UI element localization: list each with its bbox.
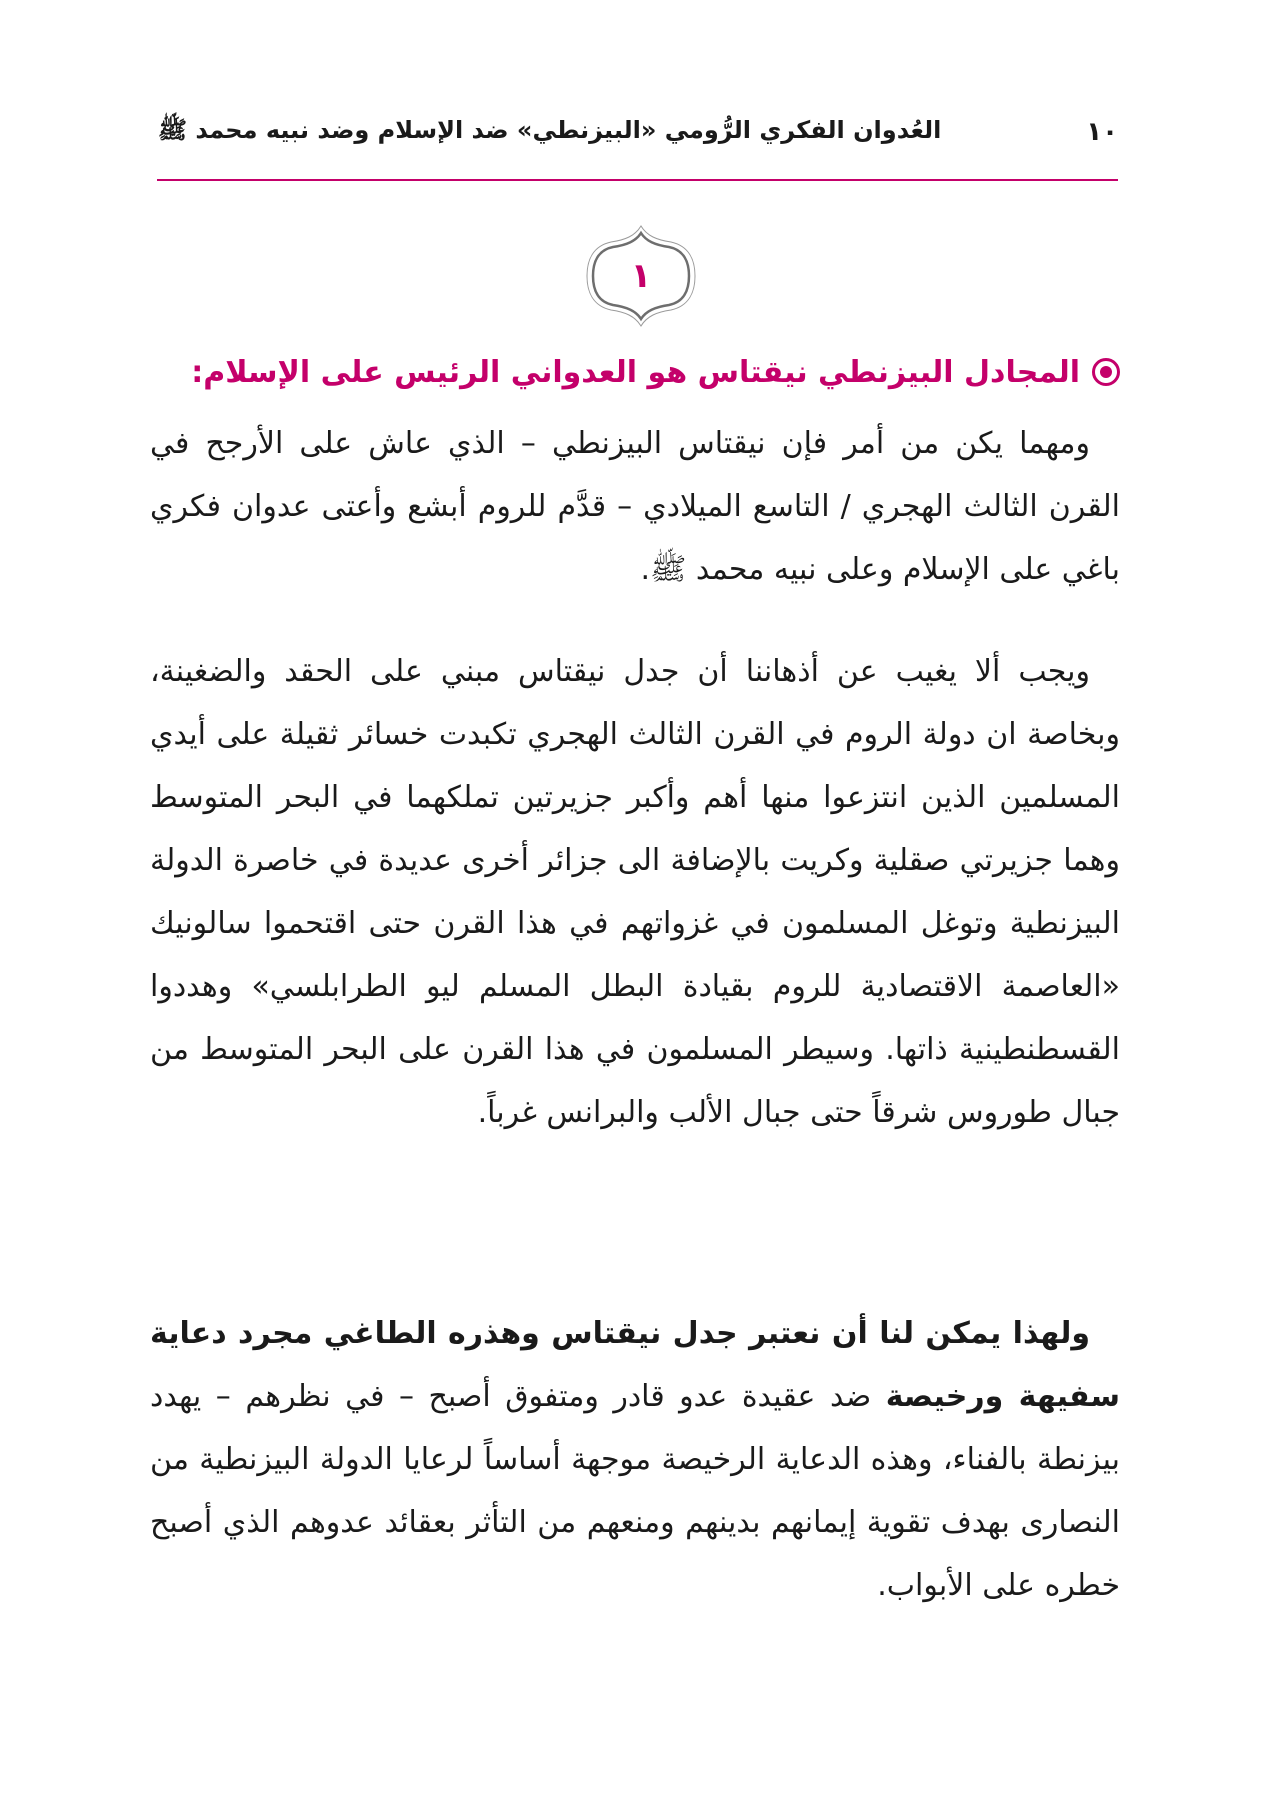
header-rule [157, 179, 1118, 181]
paragraph: ويجب ألا يغيب عن أذهاننا أن جدل نيقتاس مبني على الحقد والضغينة، وبخاصة ان دولة الروم في القرن الثالث الهجري تكبدت خسائر ثقيلة على أيدي المسلمين الذين انتزعوا منها أهم وأكبر جزيرتين تملكهما في البحر المتوسط وهما جزيرتي صقلية وكريت بالإضافة الى جزائر أخرى عديدة في خاصرة الدولة البيزنطية وتوغل المسلمون في غزواتهم في هذا القرن حتى اقتحموا سالونيك «العاصمة الاقتصادية للروم بقيادة البطل المسلم ليو الطرابلسي» وهددوا القسطنطينية ذاتها. وسيطر المسلمون في هذا القرن على البحر المتوسط من جبال طوروس شرقاً حتى جبال الألب والبرانس غرباً. [150, 654, 1120, 1130]
page-header [158, 112, 1118, 152]
paragraph-bold-lead: ولهذا يمكن لنا أن نعتبر جدل نيقتاس وهذره الطاغي مجرد دعاية سفيهة ورخيصة [150, 1316, 1121, 1414]
paragraph [150, 1302, 1120, 1617]
running-title: العُدوان الفكري الرُّومي «البيزنطي» ضد الإسلام وضد نبيه محمد ﷺ [158, 115, 942, 144]
section-number-ornament [585, 220, 697, 332]
page-number: ١٠ [1086, 117, 1118, 147]
target-bullet-icon [1092, 358, 1120, 386]
paragraph-text: ضد عقيدة عدو قادر ومتفوق أصبح – في نظرهم – يهدد بيزنطة بالفناء، وهذه الدعاية الرخيصة موجهة أساساً لرعايا الدولة البيزنطية من النصارى بهدف تقوية إيمانهم بدينهم ومنعهم من التأثر بعقائد عدوهم الذي أصبح خطره على الأبواب. [150, 1379, 1120, 1603]
section-number: ١ [630, 256, 652, 296]
section-heading [150, 342, 1120, 402]
paragraph: ومهما يكن من أمر فإن نيقتاس البيزنطي – الذي عاش على الأرجح في القرن الثالث الهجري / التاسع الميلادي – قدَّم للروم أبشع وأعتى عدوان فكري باغي على الإسلام وعلى نبيه محمد ﷺ. [150, 426, 1120, 587]
section-heading-text: المجادل البيزنطي نيقتاس هو العدواني الرئيس على الإسلام: [191, 354, 1080, 390]
